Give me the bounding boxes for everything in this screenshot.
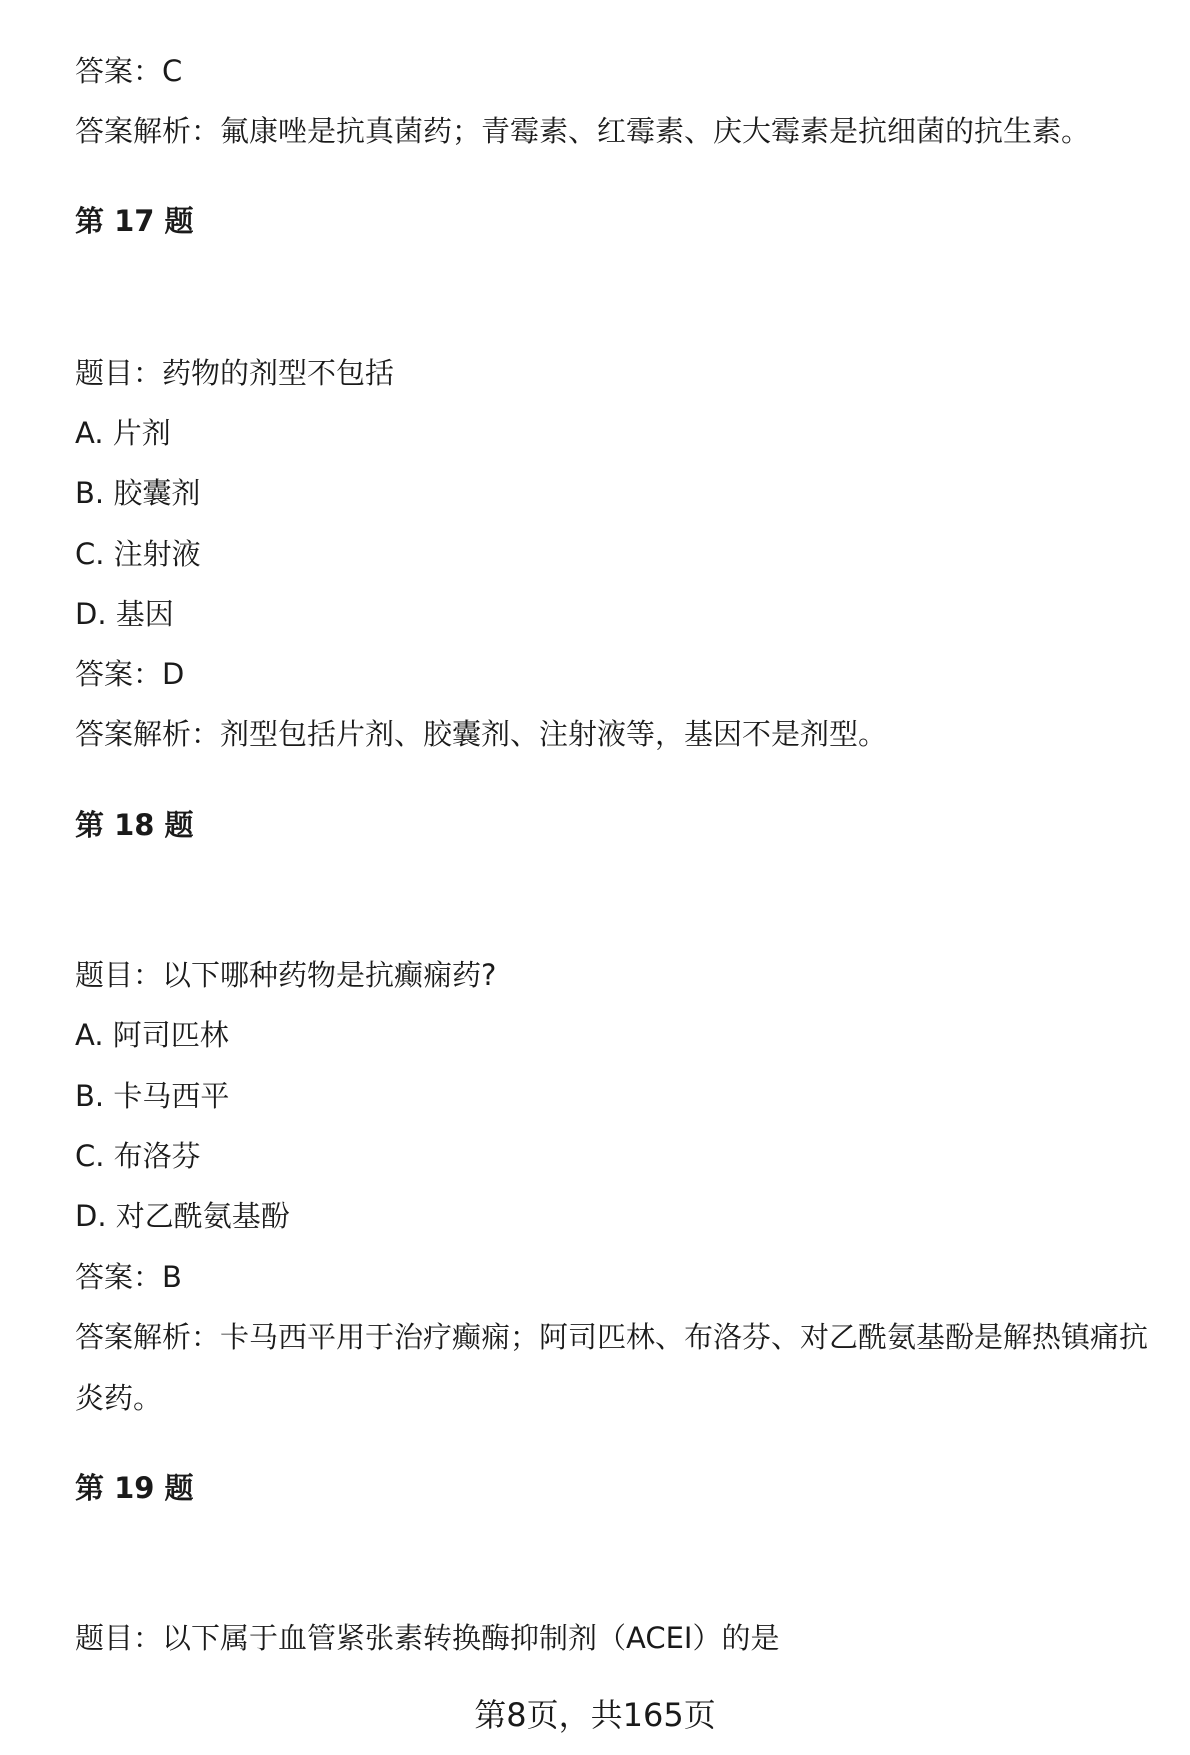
q17-heading: 第 17 题 xyxy=(75,204,194,238)
q17-option-d: D. 基因 xyxy=(75,597,174,631)
q17-question: 题目：药物的剂型不包括 xyxy=(75,356,395,390)
q18-option-b: B. 卡马西平 xyxy=(75,1079,230,1113)
q17-explanation: 答案解析：剂型包括片剂、胶囊剂、注射液等，基因不是剂型。 xyxy=(75,717,888,751)
q17-option-a: A. 片剂 xyxy=(75,416,171,450)
q19-question: 题目：以下属于血管紧张素转换酶抑制剂（ACEI）的是 xyxy=(75,1621,780,1655)
page-footer: 第8页，共165页 xyxy=(474,1696,716,1734)
q18-answer: 答案：B xyxy=(75,1260,182,1294)
q19-heading: 第 19 题 xyxy=(75,1471,194,1505)
q18-option-c: C. 布洛芬 xyxy=(75,1139,201,1173)
q17-option-b: B. 胶囊剂 xyxy=(75,476,201,510)
q18-question: 题目：以下哪种药物是抗癫痫药? xyxy=(75,958,497,992)
q18-option-d: D. 对乙酰氨基酚 xyxy=(75,1199,290,1233)
q18-explanation: 答案解析：卡马西平用于治疗癫痫；阿司匹林、布洛芬、对乙酰氨基酚是解热镇痛抗炎药。 xyxy=(75,1320,1149,1415)
q18-heading: 第 18 题 xyxy=(75,808,194,842)
q16-explanation: 答案解析：氟康唑是抗真菌药；青霉素、红霉素、庆大霉素是抗细菌的抗生素。 xyxy=(75,114,1091,148)
q17-answer: 答案：D xyxy=(75,657,185,691)
q18-option-a: A. 阿司匹林 xyxy=(75,1018,229,1052)
q16-answer: 答案：C xyxy=(75,54,183,88)
q17-option-c: C. 注射液 xyxy=(75,537,201,571)
